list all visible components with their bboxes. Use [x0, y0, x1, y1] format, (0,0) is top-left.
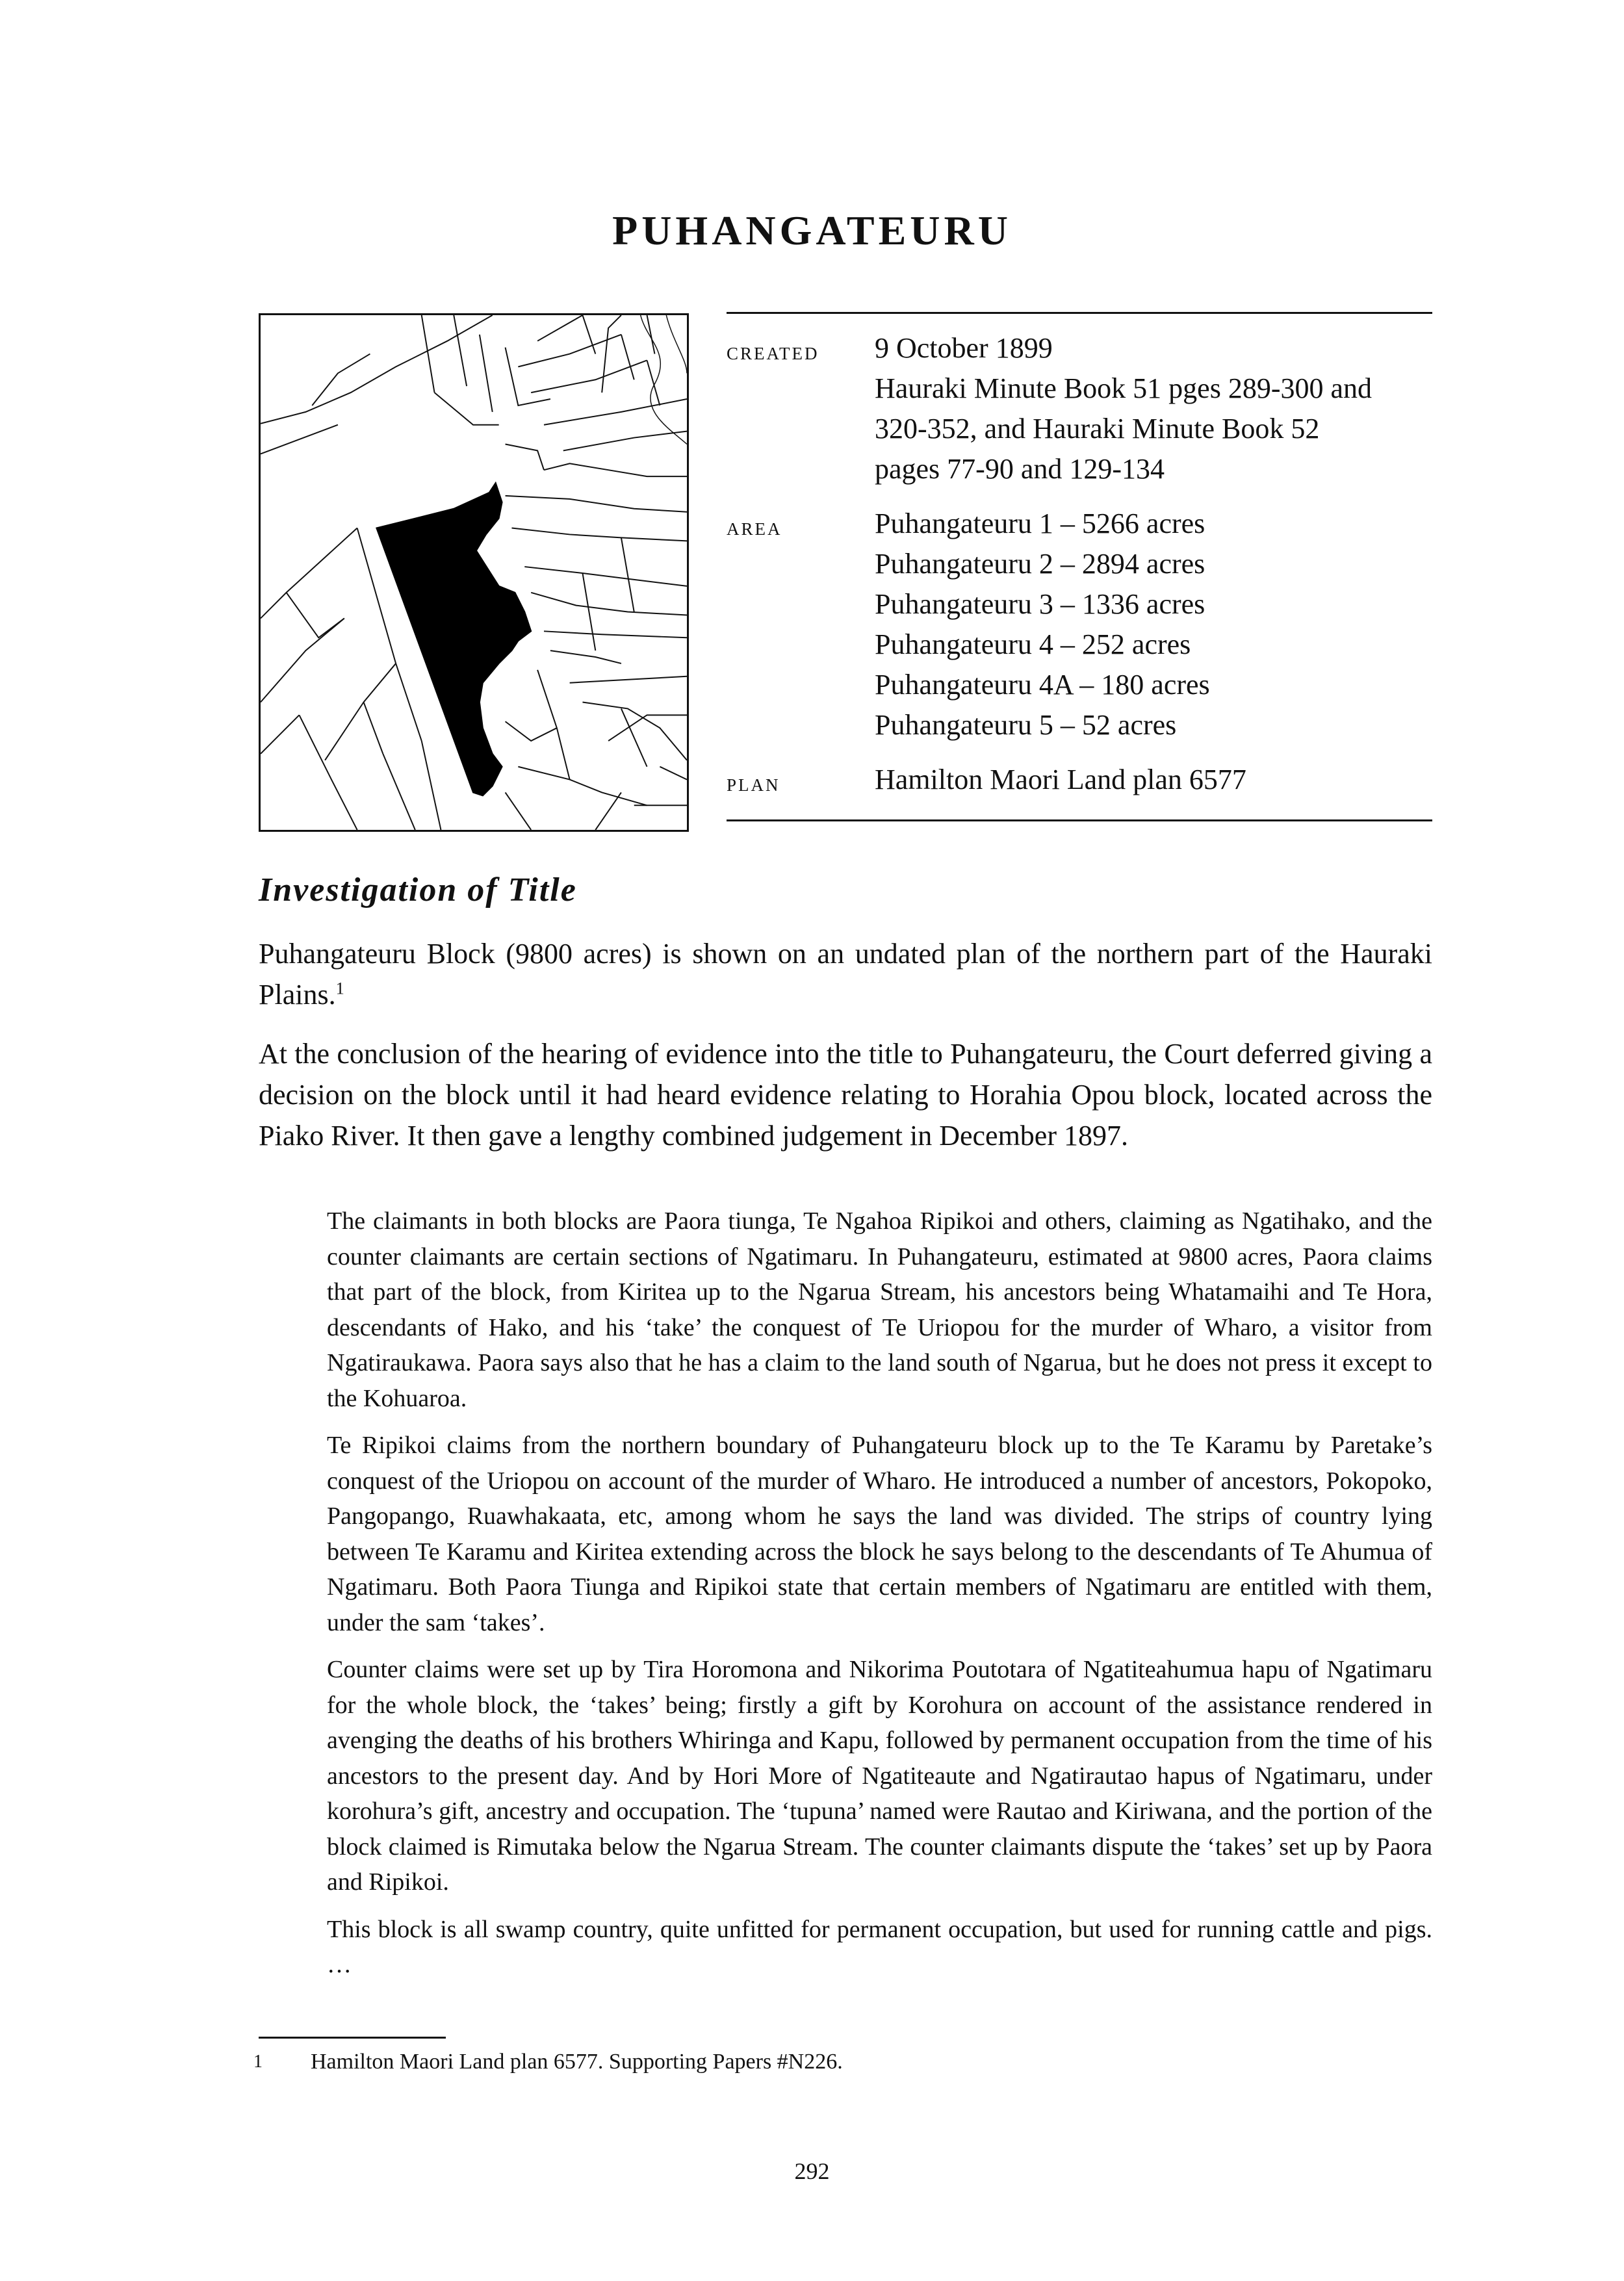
info-line: Hamilton Maori Land plan 6577 [875, 764, 1246, 795]
block-info-table [727, 312, 1432, 821]
footnote-reference: 1 [335, 978, 344, 998]
footnote [253, 2047, 843, 2077]
info-line: 9 October 1899 [875, 332, 1053, 364]
info-line: Puhangateuru 4A – 180 acres [875, 669, 1210, 701]
info-values [875, 504, 1432, 745]
info-line: Puhangateuru 2 – 2894 acres [875, 548, 1205, 580]
info-line: Puhangateuru 4 – 252 acres [875, 628, 1191, 660]
footnote-number: 1 [253, 2052, 263, 2072]
info-line: Hauraki Minute Book 51 pges 289-300 and [875, 372, 1372, 404]
info-row-created [727, 328, 1432, 489]
footnote-divider [259, 2037, 446, 2039]
info-line: pages 77-90 and 129-134 [875, 453, 1165, 485]
info-label: created [727, 338, 819, 365]
info-row-area [727, 504, 1432, 745]
info-label: plan [727, 769, 780, 797]
quote-paragraph: The claimants in both blocks are Paora tiunga, Te Ngahoa Ripikoi and others, claiming as Ngatihako, and the counter claimants are certain sections of Ngatimaru. In Puhangateuru, estimated at 9800 acres, Paora claims that part of the block, from Kiritea up to the Ngarua Stream, his ancestors being Whatamaihi and Te Hora, descendants of Hako, and his ‘take’ the conquest of Te Uriopou for the murder of Wharo, a visitor from Ngatiraukawa. Paora says also that he has a claim to the land south of Ngarua, but he does not press it except to the Kohuaroa. [327, 1207, 1432, 1412]
info-line: Puhangateuru 1 – 5266 acres [875, 508, 1205, 539]
section-heading: Investigation of Title [259, 871, 577, 909]
block-map [259, 313, 689, 832]
footnote-text: Hamilton Maori Land plan 6577. Supporting Papers #N226. [311, 2050, 843, 2074]
page-number: 292 [794, 2158, 830, 2184]
body-paragraph-text: Puhangateuru Block (9800 acres) is shown on an undated plan of the northern part of the Hauraki Plains. [259, 938, 1432, 1011]
page-title: PUHANGATEURU [612, 207, 1012, 253]
info-values [875, 760, 1432, 800]
body-paragraph [259, 933, 1432, 1015]
quote-paragraph: Te Ripikoi claims from the northern boundary of Puhangateuru block up to the Te Karamu by Paretake’s conquest of the Uriopou on account of the murder of Wharo. He introduced a number of ancestors, Pokopoko, Pangopango, Ruawhakaata, etc, among whom he says the land was divided. The strips of country lying between Te Karamu and Kiritea extending across the block he says belong to the descendants of Te Ahumua of Ngatimaru. Both Paora Tiunga and Ripikoi state that certain members of Ngatimaru are entitled with them, under the sam ‘takes’. [327, 1432, 1432, 1636]
info-row-plan [727, 760, 1432, 800]
block-map-drawing [261, 315, 687, 830]
quote-paragraph: This block is all swamp country, quite unfitted for permanent occupation, but used for running cattle and pigs. … [327, 1915, 1432, 1978]
block-highlight [376, 483, 531, 795]
info-values [875, 328, 1432, 489]
info-label: area [727, 513, 782, 541]
info-line: Puhangateuru 5 – 52 acres [875, 709, 1177, 741]
quote-paragraph: Counter claims were set up by Tira Horomona and Nikorima Poutotara of Ngatiteahumua hapu of Ngatimaru for the whole block, the ‘takes’ being; firstly a gift by Korohura on account of the assistance rendered in avenging the deaths of his brothers Whiringa and Kapu, followed by permanent occupation from the time of his ancestors to the present day. And by Hori More of Ngatiteaute and Ngatirautao hapus of Ngatimaru, under korohura’s gift, ancestry and occupation. The ‘tupuna’ named were Rautao and Kiriwana, and the portion of the block claimed is Rimutaka below the Ngarua Stream. The counter claimants dispute the ‘takes’ set up by Paora and Ripikoi. [327, 1656, 1432, 1896]
judgement-quote [327, 1204, 1432, 1994]
info-line: 320-352, and Hauraki Minute Book 52 [875, 413, 1320, 445]
info-line: Puhangateuru 3 – 1336 acres [875, 588, 1205, 620]
body-paragraph: At the conclusion of the hearing of evidence into the title to Puhangateuru, the Court deferred giving a decision on the block until it had heard evidence relating to Horahia Opou block, located across the Piako River. It then gave a lengthy combined judgement in December 1897. [259, 1038, 1432, 1152]
